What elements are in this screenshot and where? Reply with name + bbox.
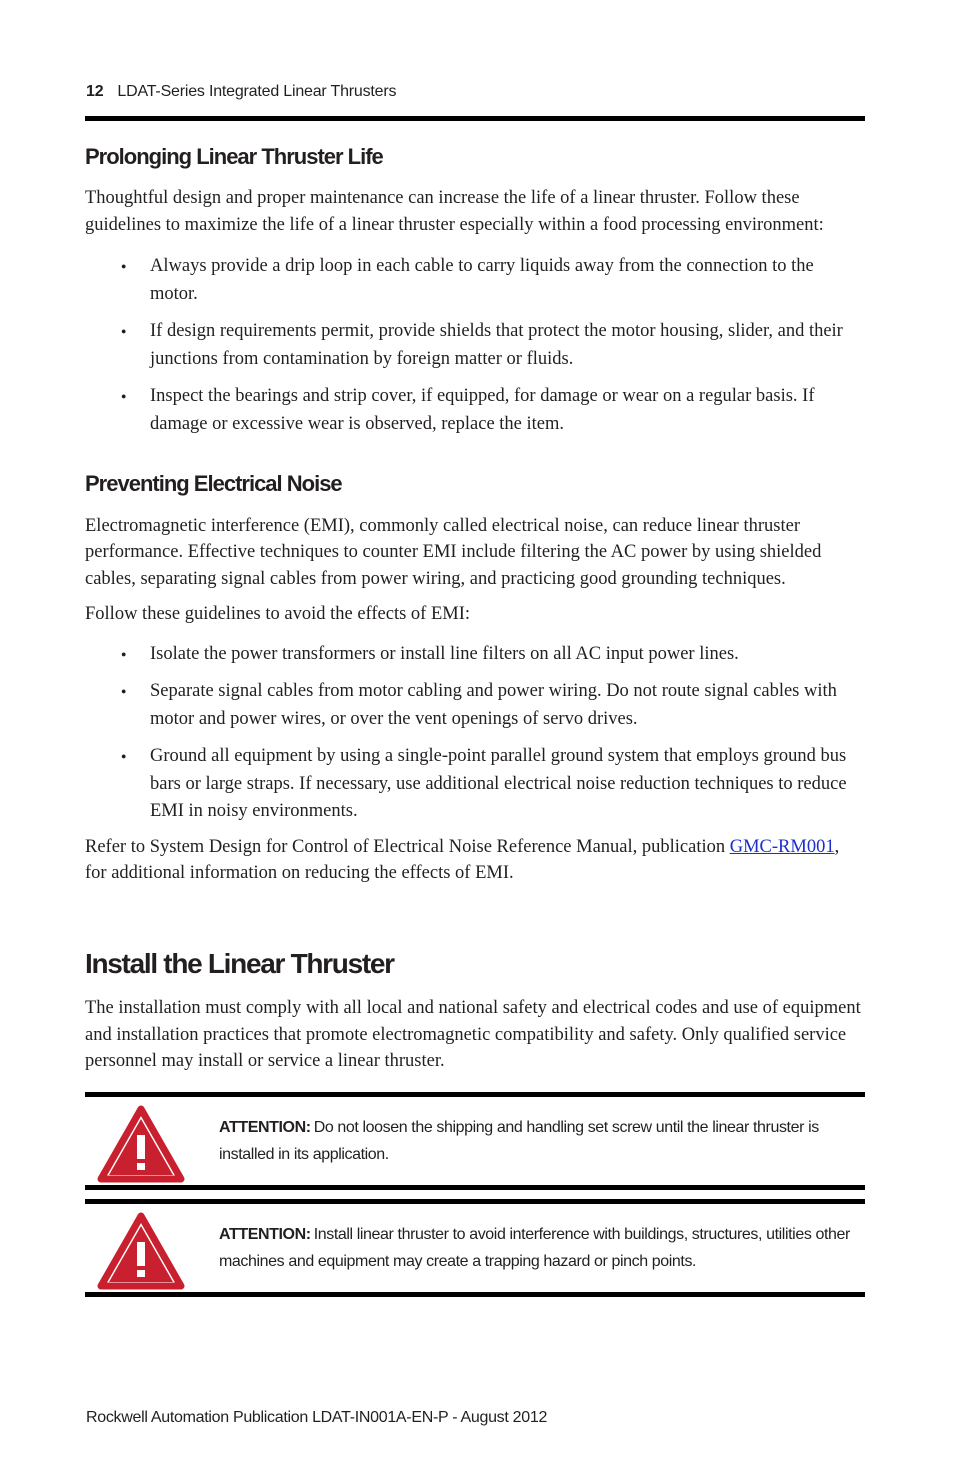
page-content xyxy=(85,144,865,1297)
attention-box xyxy=(85,1092,865,1190)
bullet-list-electrical-noise xyxy=(85,641,865,826)
page-number: 12 xyxy=(86,83,104,100)
attention-label: ATTENTION: xyxy=(219,1225,311,1243)
reference-text-before: Refer to System Design for Control of Electrical Noise Reference Manual, publication xyxy=(85,836,730,857)
page-header xyxy=(86,83,396,101)
attention-message: Do not loosen the shipping and handling set screw until the linear thruster is installed in its application. xyxy=(219,1118,819,1163)
reference-text-after: , for additional information on reducing the effects of EMI. xyxy=(85,836,840,884)
list-item: ● Separate signal cables from motor cabling and power wiring. Do not route signal cables with motor and power wires, or over the vent openings of servo drives. xyxy=(150,678,865,733)
reference-paragraph xyxy=(85,834,865,887)
list-item: ● Ground all equipment by using a single-point parallel ground system that employs ground bus bars or large straps. If necessary, use additional electrical noise reduction techniques to reduce EMI in noisy environments. xyxy=(150,743,865,826)
section-intro-prolonging-life: Thoughtful design and proper maintenance can increase the life of a linear thruster. Follow these guidelines to maximize the life of a linear thruster especially within a food processing environment: xyxy=(85,188,824,235)
warning-triangle-icon xyxy=(97,1105,185,1183)
list-item: ● Isolate the power transformers or install line filters on all AC input power lines. xyxy=(150,641,865,669)
attention-text xyxy=(219,1097,865,1184)
page-footer: Rockwell Automation Publication LDAT-IN001A-EN-P - August 2012 xyxy=(86,1409,548,1426)
document-title: LDAT-Series Integrated Linear Thrusters xyxy=(117,83,397,100)
section-heading-prolonging-life: Prolonging Linear Thruster Life xyxy=(85,144,383,169)
attention-text xyxy=(219,1204,865,1291)
gmc-rm001-link[interactable]: GMC-RM001 xyxy=(729,836,835,857)
list-item: ● Always provide a drip loop in each cable to carry liquids away from the connection to the motor. xyxy=(150,253,865,308)
list-item: ● Inspect the bearings and strip cover, if equipped, for damage or wear on a regular basis. If damage or excessive wear is observed, replace the item. xyxy=(150,383,865,438)
warning-triangle-icon xyxy=(97,1212,185,1290)
header-rule xyxy=(85,116,865,121)
list-item: ● If design requirements permit, provide shields that protect the motor housing, slider, and their junctions from contamination by foreign matter or fluids. xyxy=(150,318,865,373)
attention-label: ATTENTION: xyxy=(219,1118,311,1136)
section-heading-install: Install the Linear Thruster xyxy=(85,947,394,979)
section-heading-electrical-noise: Preventing Electrical Noise xyxy=(85,471,342,497)
guidelines-lead-in: Follow these guidelines to avoid the effects of EMI: xyxy=(85,604,470,625)
section-intro-install: The installation must comply with all local and national safety and electrical codes and use of equipment and installation practices that promote electromagnetic compatibility and safety. Only qualified service personnel may install or service a linear thruster. xyxy=(85,998,861,1072)
section-intro-electrical-noise: Electromagnetic interference (EMI), commonly called electrical noise, can reduce linear thruster performance. Effective techniques to counter EMI include filtering the AC power by using shielded cables, separating signal cables from power wiring, and practicing good grounding techniques. xyxy=(85,515,822,589)
attention-box xyxy=(85,1199,865,1297)
attention-message: Install linear thruster to avoid interference with buildings, structures, utilities other machines and equipment may create a trapping hazard or pinch points. xyxy=(219,1225,850,1270)
bullet-list-prolonging-life xyxy=(85,253,865,438)
